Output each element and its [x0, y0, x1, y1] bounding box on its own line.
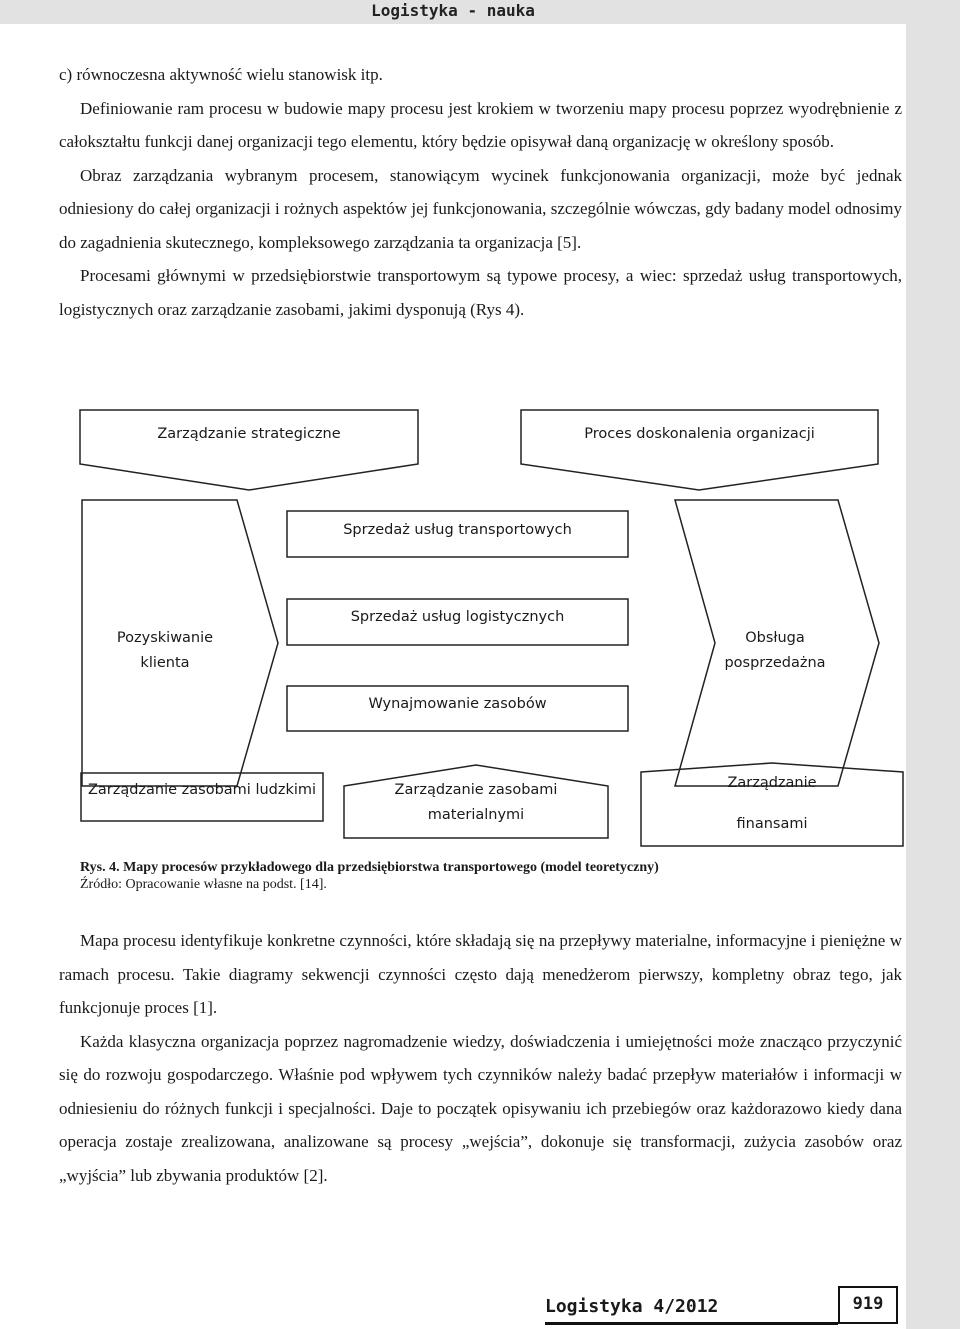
running-header: Logistyka - nauka: [371, 1, 535, 20]
page-number: 919: [838, 1286, 898, 1324]
finance-label-line1: Zarządzanie: [727, 775, 817, 791]
sales-transport-box: [287, 511, 628, 557]
material-label-line2: materialnymi: [427, 807, 525, 823]
aftersales-label-line1: Obsługa: [745, 630, 805, 646]
paragraph: Mapa procesu identyfikuje konkretne czynności, które składają się na przepływy materialne, informacyjne i pieniężne w ramach procesu. Takie diagramy sekwencji czynności często dają menedżerom pierwszy, kompletny obraz tego, jak funkcjonuje proces [1].: [59, 931, 902, 1017]
figure-caption: [80, 859, 659, 893]
aftersales-chevron: [675, 500, 879, 786]
caption-source: Źródło: Opracowanie własne na podst. [14].: [80, 877, 327, 892]
margin-band: [906, 0, 960, 1329]
caption-label: Rys. 4.: [80, 860, 120, 875]
sales-logistics-label: Sprzedaż usług logistycznych: [350, 609, 565, 625]
material-box: [344, 765, 608, 838]
paragraph: c) równoczesna aktywność wielu stanowisk itp.: [59, 65, 383, 84]
hr-label: Zarządzanie zasobami ludzkimi: [87, 782, 317, 798]
caption-title: Mapy procesów przykładowego dla przedsiębiorstwa transportowego (model teoretyczny): [123, 860, 659, 875]
paragraph: Obraz zarządzania wybranym procesem, stanowiącym wycinek funkcjonowania organizacji, może być jednak odniesiony do całej organizacji i rożnych aspektów jej funkcjonowania, szczególnie wówczas, gdy badany model odnosimy do zagadnienia skutecznego, kompleksowego zarządzania ta organizacja [5].: [59, 165, 902, 252]
rental-label: Wynajmowanie zasobów: [368, 696, 547, 712]
paragraph: Każda klasyczna organizacja poprzez nagromadzenie wiedzy, doświadczenia i umiejętności może znacząco przyczynić się do rozwoju gospodarczego. Właśnie pod wpływem tych czynników należy badać przepływ materiałów i informacji w odniesieniu do różnych funkcji i specjalności. Daje to początek opisywaniu ich przebiegów oraz każdorazowo kiedy dana operacja zostaje zrealizowana, analizowane są procesy „wejścia”, dokonuje się transformacji, zużycia zasobów oraz „wyjścia” lub zbywania produktów [2].: [59, 1031, 902, 1185]
intro-text: [59, 58, 902, 326]
footer-journal-issue: Logistyka 4/2012: [545, 1296, 719, 1317]
rental-box: [287, 686, 628, 731]
closing-text: [59, 924, 902, 1192]
caption-title-line: [80, 859, 659, 876]
improvement-label: Proces doskonalenia organizacji: [584, 426, 815, 442]
acquisition-chevron: [82, 500, 278, 786]
finance-label-line2: finansami: [736, 816, 808, 832]
aftersales-label-line2: posprzedażna: [724, 655, 826, 671]
sales-logistics-box: [287, 599, 628, 645]
paragraph: Procesami głównymi w przedsiębiorstwie transportowym są typowe procesy, a wiec: sprzedaż usług transportowych, logistycznych oraz zarządzanie zasobami, jakimi dysponują (Rys 4).: [59, 266, 902, 319]
strategic-label: Zarządzanie strategiczne: [157, 426, 341, 442]
improvement-box: [521, 410, 878, 490]
sales-transport-label: Sprzedaż usług transportowych: [343, 522, 572, 538]
finance-box: [641, 763, 903, 846]
acquisition-label-line1: Pozyskiwanie: [116, 630, 214, 646]
footer-rule: [545, 1322, 838, 1325]
acquisition-label-line2: klienta: [140, 655, 190, 671]
hr-box: [81, 773, 323, 821]
paragraph: Definiowanie ram procesu w budowie mapy procesu jest krokiem w tworzeniu mapy procesu poprzez wyodrębnienie z całokształtu funkcji danej organizacji tego elementu, który będzie opisywał daną organizację w określony sposób.: [59, 98, 902, 151]
material-label-line1: Zarządzanie zasobami: [394, 782, 558, 798]
strategic-box: [80, 410, 418, 490]
